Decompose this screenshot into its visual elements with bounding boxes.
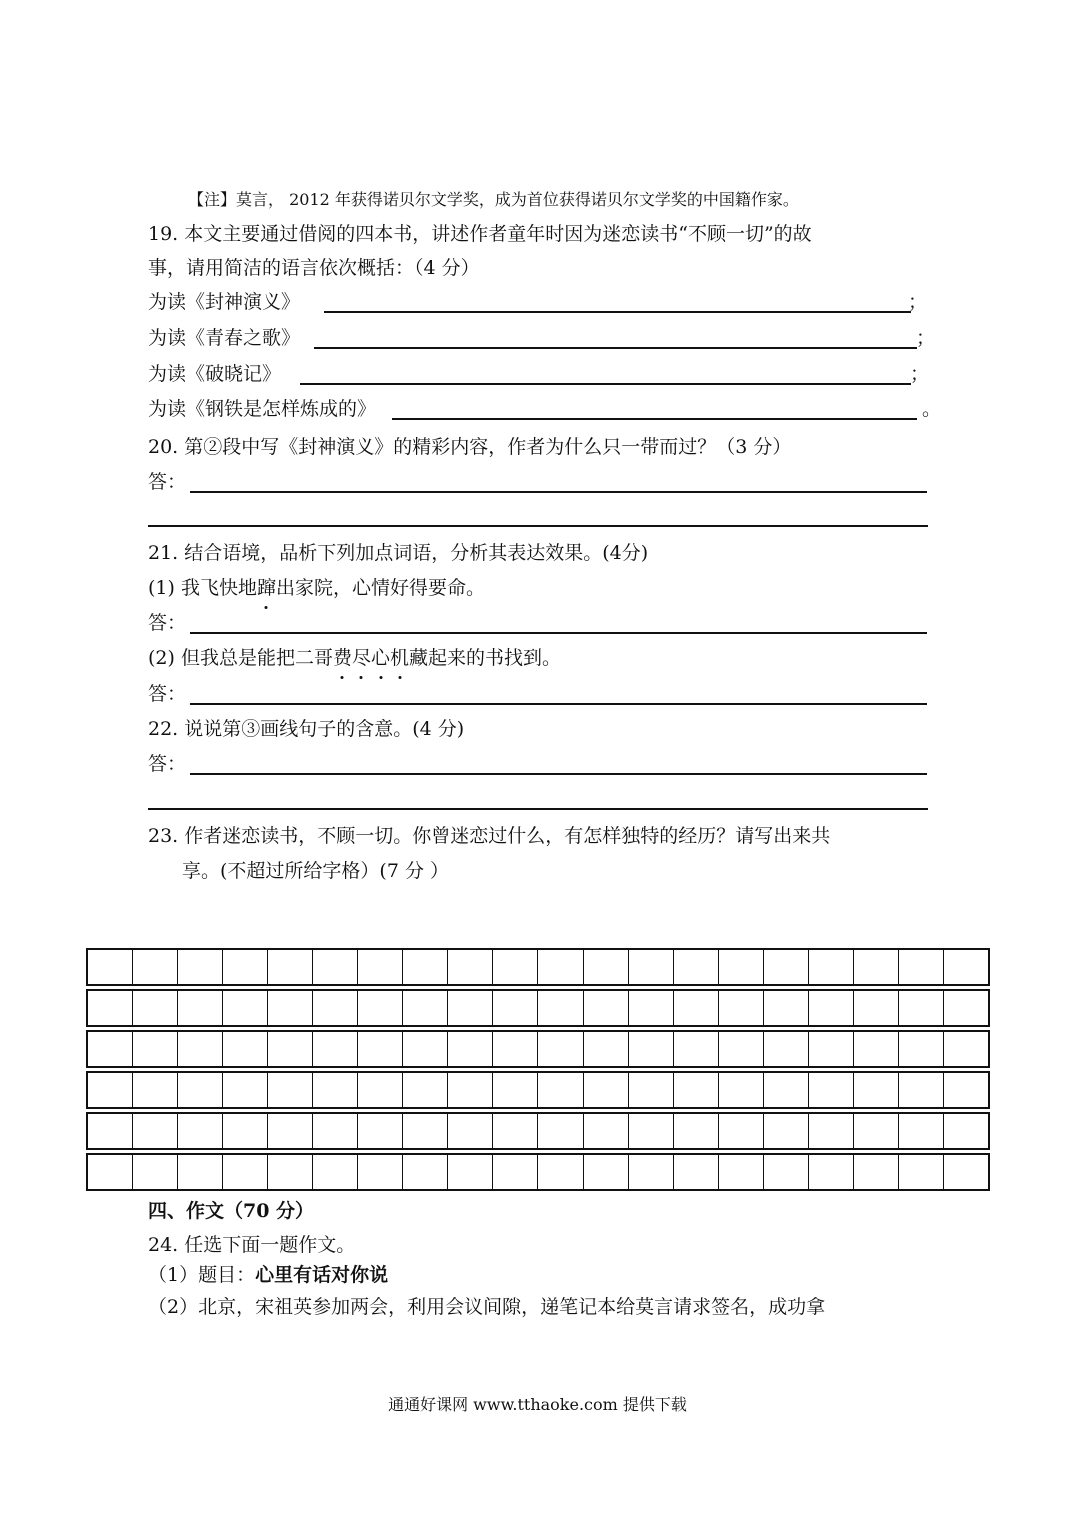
grid-cell[interactable] xyxy=(764,1032,809,1066)
grid-cell[interactable] xyxy=(313,1073,358,1107)
grid-cell[interactable] xyxy=(674,950,719,984)
grid-cell[interactable] xyxy=(674,1155,719,1189)
grid-cell[interactable] xyxy=(719,1032,764,1066)
grid-cell[interactable] xyxy=(268,991,313,1025)
grid-cell[interactable] xyxy=(899,1155,944,1189)
grid-cell[interactable] xyxy=(944,991,988,1025)
grid-cell[interactable] xyxy=(719,1114,764,1148)
grid-cell[interactable] xyxy=(809,1032,854,1066)
grid-cell[interactable] xyxy=(88,1032,133,1066)
grid-cell[interactable] xyxy=(809,950,854,984)
grid-cell[interactable] xyxy=(629,1073,674,1107)
grid-cell[interactable] xyxy=(358,1032,403,1066)
grid-cell[interactable] xyxy=(719,950,764,984)
q20-answer: 答： xyxy=(148,470,927,496)
grid-cell[interactable] xyxy=(88,950,133,984)
q21-answer-1: 答： xyxy=(148,611,927,637)
grid-cell[interactable] xyxy=(268,1032,313,1066)
grid-cell[interactable] xyxy=(223,950,268,984)
q19-item-label: 为读《青春之歌》 xyxy=(148,327,301,349)
grid-cell[interactable] xyxy=(223,1073,268,1107)
grid-cell[interactable] xyxy=(403,1155,448,1189)
q19-item-label: 为读《钢铁是怎样炼成的》 xyxy=(148,398,377,420)
grid-cell[interactable] xyxy=(899,991,944,1025)
grid-cell[interactable] xyxy=(493,950,538,984)
grid-cell[interactable] xyxy=(358,991,403,1025)
grid-cell[interactable] xyxy=(809,1114,854,1148)
grid-cell[interactable] xyxy=(133,950,178,984)
q19-text-line1: 19. 本文主要通过借阅的四本书，讲述作者童年时因为迷恋读书“不顾一切”的故 xyxy=(148,223,812,245)
grid-cell[interactable] xyxy=(178,950,223,984)
grid-cell[interactable] xyxy=(313,991,358,1025)
grid-cell[interactable] xyxy=(629,1155,674,1189)
note-text: 【注】莫言， 2012 年获得诺贝尔文学奖，成为首位获得诺贝尔文学奖的中国籍作家。 xyxy=(188,190,799,209)
grid-cell[interactable] xyxy=(448,1032,493,1066)
grid-cell[interactable] xyxy=(133,1073,178,1107)
grid-cell[interactable] xyxy=(899,1073,944,1107)
dotted-char: 机 xyxy=(390,647,410,669)
grid-cell[interactable] xyxy=(493,991,538,1025)
grid-cell[interactable] xyxy=(584,1073,629,1107)
grid-cell[interactable] xyxy=(88,1155,133,1189)
section4-title: 四、作文（70 分） xyxy=(148,1200,315,1222)
grid-cell[interactable] xyxy=(944,1155,988,1189)
grid-cell[interactable] xyxy=(809,1155,854,1189)
grid-cell[interactable] xyxy=(493,1032,538,1066)
q19-item-1: 为读《封神演义》 ； xyxy=(148,290,927,316)
grid-cell[interactable] xyxy=(764,1073,809,1107)
grid-cell[interactable] xyxy=(178,1073,223,1107)
grid-cell[interactable] xyxy=(88,991,133,1025)
grid-cell[interactable] xyxy=(493,1073,538,1107)
writing-grid[interactable] xyxy=(86,948,990,1194)
grid-cell[interactable] xyxy=(584,1032,629,1066)
grid-cell[interactable] xyxy=(674,1114,719,1148)
grid-cell[interactable] xyxy=(88,1073,133,1107)
grid-row xyxy=(86,948,990,986)
grid-cell[interactable] xyxy=(584,950,629,984)
grid-cell[interactable] xyxy=(268,1073,313,1107)
grid-cell[interactable] xyxy=(133,1155,178,1189)
grid-row xyxy=(86,1071,990,1109)
grid-cell[interactable] xyxy=(854,1073,899,1107)
grid-cell[interactable] xyxy=(223,1114,268,1148)
answer-line[interactable] xyxy=(190,632,927,634)
grid-cell[interactable] xyxy=(674,991,719,1025)
grid-cell[interactable] xyxy=(178,1032,223,1066)
q20-text: 20. 第②段中写《封神演义》的精彩内容，作者为什么只一带而过？（3 分） xyxy=(148,436,792,458)
dotted-word: 蹿 xyxy=(256,577,276,599)
answer-line[interactable] xyxy=(148,808,928,810)
grid-cell[interactable] xyxy=(268,1114,313,1148)
essay-title: 心里有话对你说 xyxy=(255,1264,389,1286)
q24-option-1: （1）题目：心里有话对你说 xyxy=(148,1264,389,1286)
grid-cell[interactable] xyxy=(674,1032,719,1066)
answer-line[interactable] xyxy=(300,383,911,385)
grid-cell[interactable] xyxy=(584,1114,629,1148)
grid-cell[interactable] xyxy=(629,1114,674,1148)
grid-cell[interactable] xyxy=(538,1155,583,1189)
grid-cell[interactable] xyxy=(448,1155,493,1189)
answer-line[interactable] xyxy=(392,418,917,420)
grid-cell[interactable] xyxy=(538,991,583,1025)
grid-cell[interactable] xyxy=(358,1114,403,1148)
grid-cell[interactable] xyxy=(403,1032,448,1066)
q23-text-line1: 23. 作者迷恋读书，不顾一切。你曾迷恋过什么，有怎样独特的经历？请写出来共 xyxy=(148,825,831,847)
q21-sentence-2: (2) 但我总是能把二哥费尽心机藏起来的书找到。 xyxy=(148,647,562,669)
grid-cell[interactable] xyxy=(764,991,809,1025)
grid-cell[interactable] xyxy=(358,1155,403,1189)
grid-cell[interactable] xyxy=(899,1032,944,1066)
answer-line[interactable] xyxy=(314,347,917,349)
grid-cell[interactable] xyxy=(178,1155,223,1189)
grid-cell[interactable] xyxy=(944,1032,988,1066)
answer-line[interactable] xyxy=(148,525,928,527)
grid-row xyxy=(86,1112,990,1150)
grid-cell[interactable] xyxy=(809,991,854,1025)
grid-cell[interactable] xyxy=(854,991,899,1025)
answer-line[interactable] xyxy=(324,311,911,313)
grid-cell[interactable] xyxy=(313,1032,358,1066)
grid-row xyxy=(86,989,990,1027)
grid-cell[interactable] xyxy=(448,1114,493,1148)
grid-cell[interactable] xyxy=(448,950,493,984)
q24-text: 24. 任选下面一题作文。 xyxy=(148,1234,356,1256)
grid-cell[interactable] xyxy=(403,1114,448,1148)
grid-cell[interactable] xyxy=(223,1032,268,1066)
grid-row xyxy=(86,1153,990,1191)
grid-cell[interactable] xyxy=(493,1114,538,1148)
grid-cell[interactable] xyxy=(854,1032,899,1066)
q23-text-line2: 享。(不超过所给字格）(7 分 ） xyxy=(182,860,449,882)
answer-line[interactable] xyxy=(190,773,927,775)
grid-cell[interactable] xyxy=(538,1114,583,1148)
grid-cell[interactable] xyxy=(133,1114,178,1148)
grid-cell[interactable] xyxy=(313,1155,358,1189)
grid-cell[interactable] xyxy=(944,1073,988,1107)
q22-text: 22. 说说第③画线句子的含意。(4 分) xyxy=(148,718,465,740)
grid-cell[interactable] xyxy=(403,950,448,984)
grid-cell[interactable] xyxy=(944,1114,988,1148)
answer-line[interactable] xyxy=(190,703,927,705)
grid-cell[interactable] xyxy=(493,1155,538,1189)
grid-cell[interactable] xyxy=(268,950,313,984)
grid-cell[interactable] xyxy=(178,1114,223,1148)
grid-cell[interactable] xyxy=(448,1073,493,1107)
grid-cell[interactable] xyxy=(538,950,583,984)
dotted-char: 心 xyxy=(371,647,391,669)
q21-sentence-1: (1) 我飞快地蹿出家院，心情好得要命。 xyxy=(148,577,485,599)
grid-cell[interactable] xyxy=(358,1073,403,1107)
grid-cell[interactable] xyxy=(854,1155,899,1189)
grid-cell[interactable] xyxy=(313,1114,358,1148)
grid-cell[interactable] xyxy=(944,950,988,984)
grid-cell[interactable] xyxy=(899,1114,944,1148)
q19-item-label: 为读《封神演义》 xyxy=(148,291,301,313)
grid-cell[interactable] xyxy=(133,1032,178,1066)
grid-cell[interactable] xyxy=(629,1032,674,1066)
grid-cell[interactable] xyxy=(629,991,674,1025)
grid-cell[interactable] xyxy=(403,991,448,1025)
grid-cell[interactable] xyxy=(268,1155,313,1189)
grid-cell[interactable] xyxy=(764,950,809,984)
dotted-char: 费 xyxy=(332,647,352,669)
footer-text: 通通好课网 www.tthaoke.com 提供下载 xyxy=(388,1395,687,1414)
grid-cell[interactable] xyxy=(538,1073,583,1107)
grid-cell[interactable] xyxy=(809,1073,854,1107)
grid-cell[interactable] xyxy=(88,1114,133,1148)
grid-row xyxy=(86,1030,990,1068)
grid-cell[interactable] xyxy=(178,991,223,1025)
grid-cell[interactable] xyxy=(584,1155,629,1189)
grid-cell[interactable] xyxy=(448,991,493,1025)
grid-cell[interactable] xyxy=(899,950,944,984)
grid-cell[interactable] xyxy=(854,1114,899,1148)
grid-cell[interactable] xyxy=(358,950,403,984)
grid-cell[interactable] xyxy=(313,950,358,984)
q22-answer: 答： xyxy=(148,752,927,778)
q19-text-line2: 事，请用简洁的语言依次概括：（4 分） xyxy=(148,257,480,279)
grid-cell[interactable] xyxy=(538,1032,583,1066)
grid-cell[interactable] xyxy=(133,991,178,1025)
grid-cell[interactable] xyxy=(223,1155,268,1189)
grid-cell[interactable] xyxy=(719,991,764,1025)
grid-cell[interactable] xyxy=(223,991,268,1025)
grid-cell[interactable] xyxy=(403,1073,448,1107)
grid-cell[interactable] xyxy=(719,1155,764,1189)
q21-answer-2: 答： xyxy=(148,682,927,708)
grid-cell[interactable] xyxy=(584,991,629,1025)
dotted-char: 尽 xyxy=(351,647,371,669)
answer-line[interactable] xyxy=(190,491,927,493)
q19-item-3: 为读《破晓记》 ； xyxy=(148,362,927,388)
grid-cell[interactable] xyxy=(764,1155,809,1189)
grid-cell[interactable] xyxy=(629,950,674,984)
grid-cell[interactable] xyxy=(719,1073,764,1107)
q24-option-2: （2）北京，宋祖英参加两会，利用会议间隙，递笔记本给莫言请求签名，成功拿 xyxy=(148,1296,826,1318)
q19-item-2: 为读《青春之歌》 ； xyxy=(148,326,927,352)
q19-item-4: 为读《钢铁是怎样炼成的》 。 xyxy=(148,397,927,423)
q19-item-label: 为读《破晓记》 xyxy=(148,363,282,385)
grid-cell[interactable] xyxy=(854,950,899,984)
dotted-word xyxy=(333,647,409,669)
q21-text: 21. 结合语境，品析下列加点词语，分析其表达效果。(4分) xyxy=(148,542,649,564)
grid-cell[interactable] xyxy=(764,1114,809,1148)
grid-cell[interactable] xyxy=(674,1073,719,1107)
